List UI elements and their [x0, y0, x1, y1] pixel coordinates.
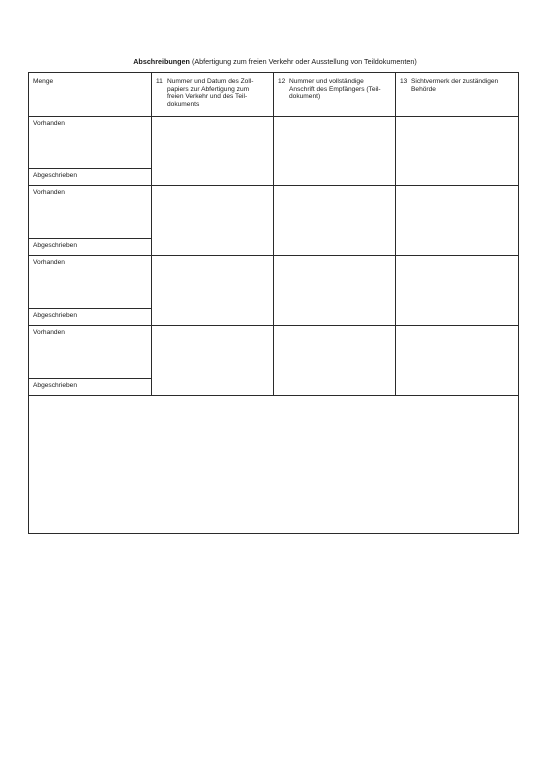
empty-remarks-area — [29, 396, 518, 533]
written-off-label: Abgeschrieben — [33, 172, 77, 179]
header-recipient-number: 12 — [278, 78, 286, 85]
header-authority-endorsement-line-1: Sichtvermerk der zuständigen — [411, 78, 499, 85]
quantity-subdivider-2 — [29, 238, 151, 239]
header-quantity-label: Menge — [33, 78, 54, 85]
header-customs-document-line-1: Nummer und Datum des Zoll- — [167, 78, 254, 85]
available-label: Vorhanden — [33, 329, 65, 336]
written-off-label: Abgeschrieben — [33, 242, 77, 249]
header-recipient-line-3: dokument) — [289, 93, 321, 101]
header-recipient-line-1: Nummer und vollständige — [289, 78, 364, 85]
written-off-label: Abgeschrieben — [33, 312, 77, 319]
column-divider-1 — [151, 73, 152, 395]
header-customs-document-line-3: freien Verkehr und des Teil- — [167, 93, 248, 101]
available-label: Vorhanden — [33, 120, 65, 127]
header-recipient — [278, 78, 392, 101]
quantity-subdivider-1 — [29, 168, 151, 169]
header-authority-endorsement — [400, 78, 516, 93]
page-title — [0, 57, 550, 67]
header-customs-document-line-2: papiers zur Abfertigung zum — [167, 85, 250, 93]
column-divider-2 — [273, 73, 274, 395]
header-customs-document-number: 11 — [156, 78, 163, 85]
available-label: Vorhanden — [33, 189, 65, 196]
header-authority-endorsement-line-2: Behörde — [411, 85, 436, 93]
header-recipient-line-2: Anschrift des Empfängers (Teil- — [289, 85, 381, 93]
quantity-subdivider-4 — [29, 378, 151, 379]
header-customs-document-line-4: dokuments — [167, 100, 200, 108]
write-off-form-table — [28, 72, 519, 534]
title-sub: (Abfertigung zum freien Verkehr oder Ausstellung von Teildokumenten) — [191, 57, 417, 66]
title-main: Abschreibungen — [133, 57, 190, 66]
row-divider-1 — [29, 185, 518, 186]
written-off-label: Abgeschrieben — [33, 382, 77, 389]
column-divider-3 — [395, 73, 396, 395]
header-authority-endorsement-number: 13 — [400, 78, 408, 85]
row-divider-3 — [29, 325, 518, 326]
header-quantity — [33, 78, 147, 86]
available-label: Vorhanden — [33, 259, 65, 266]
row-divider-2 — [29, 255, 518, 256]
header-customs-document — [156, 78, 270, 108]
quantity-subdivider-3 — [29, 308, 151, 309]
header-divider — [29, 116, 518, 117]
